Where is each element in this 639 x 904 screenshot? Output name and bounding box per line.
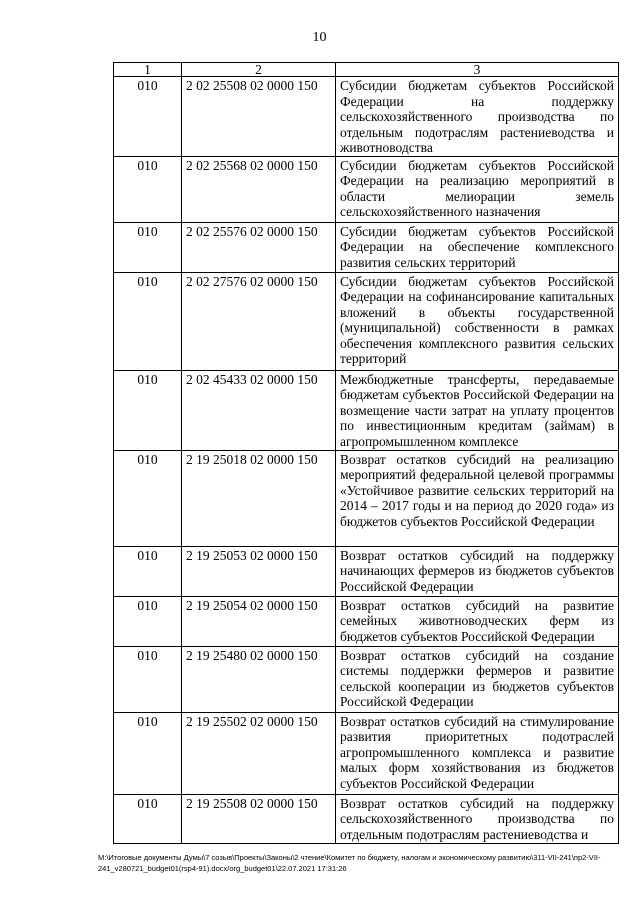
admin-code-cell: 010 <box>114 794 182 843</box>
table-row <box>114 646 619 712</box>
description-cell: Возврат остатков субсидий на развитие семейных животноводческих ферм из бюджетов субъектов Российской Федерации <box>336 596 619 646</box>
table-row <box>114 156 619 222</box>
admin-code-cell: 010 <box>114 222 182 272</box>
table-row <box>114 77 619 157</box>
column-header: 3 <box>336 63 619 77</box>
description-cell: Возврат остатков субсидий на создание системы поддержки фермеров и развитие сельской кооперации из бюджетов субъектов Российской Федерации <box>336 646 619 712</box>
description-cell: Возврат остатков субсидий на поддержку начинающих фермеров из бюджетов субъектов Российской Федерации <box>336 546 619 596</box>
table-row <box>114 222 619 272</box>
table-header-row <box>114 63 619 77</box>
table-row <box>114 794 619 843</box>
description-cell: Субсидии бюджетам субъектов Российской Федерации на поддержку сельскохозяйственного производства по отдельным подотраслям растениеводства и животноводства <box>336 77 619 157</box>
description-cell: Субсидии бюджетам субъектов Российской Федерации на реализацию мероприятий в области мелиорации земель сельскохозяйственного назначения <box>336 156 619 222</box>
budget-code-cell: 2 02 25576 02 0000 150 <box>182 222 336 272</box>
description-cell: Возврат остатков субсидий на стимулирование развития приоритетных подотраслей агропромышленного комплекса и развитие малых форм хозяйствования из бюджетов субъектов Российской Федерации <box>336 712 619 794</box>
description-cell: Возврат остатков субсидий на реализацию мероприятий федеральной целевой программы «Устойчивое развитие сельских территорий на 2014 – 2017 годы и на период до 2020 года» из бюджетов субъектов Российской Федерации <box>336 450 619 546</box>
footer-line: 241_v280721_budget01(rsp4-91).docx/org_budget01\22.07.2021 17:31:26 <box>98 864 347 873</box>
budget-code-cell: 2 19 25018 02 0000 150 <box>182 450 336 546</box>
description-cell: Возврат остатков субсидий на поддержку сельскохозяйственного производства по отдельным подотраслям растениеводства и <box>336 794 619 843</box>
page-number: 10 <box>312 30 327 45</box>
admin-code-cell: 010 <box>114 646 182 712</box>
budget-code-cell: 2 19 25053 02 0000 150 <box>182 546 336 596</box>
budget-code-cell: 2 19 25054 02 0000 150 <box>182 596 336 646</box>
table-row <box>114 546 619 596</box>
budget-code-cell: 2 02 45433 02 0000 150 <box>182 370 336 450</box>
admin-code-cell: 010 <box>114 450 182 546</box>
admin-code-cell: 010 <box>114 546 182 596</box>
admin-code-cell: 010 <box>114 370 182 450</box>
admin-code-cell: 010 <box>114 77 182 157</box>
table-row <box>114 712 619 794</box>
admin-code-cell: 010 <box>114 272 182 370</box>
budget-code-cell: 2 19 25508 02 0000 150 <box>182 794 336 843</box>
budget-code-cell: 2 02 25508 02 0000 150 <box>182 77 336 157</box>
description-cell: Субсидии бюджетам субъектов Российской Федерации на обеспечение комплексного развития сельских территорий <box>336 222 619 272</box>
table-row <box>114 596 619 646</box>
budget-classification-table <box>113 62 619 844</box>
budget-code-cell: 2 02 25568 02 0000 150 <box>182 156 336 222</box>
table-row <box>114 272 619 370</box>
column-header: 2 <box>182 63 336 77</box>
table-row <box>114 370 619 450</box>
budget-code-cell: 2 19 25480 02 0000 150 <box>182 646 336 712</box>
admin-code-cell: 010 <box>114 156 182 222</box>
admin-code-cell: 010 <box>114 596 182 646</box>
column-header: 1 <box>114 63 182 77</box>
table-row <box>114 450 619 546</box>
admin-code-cell: 010 <box>114 712 182 794</box>
budget-code-cell: 2 19 25502 02 0000 150 <box>182 712 336 794</box>
footer-line: М:\Итоговые документы Думы\7 созыв\Проекты\Законы\2 чтение\Комитет по бюджету, налогам и экономическому развитию\311-VII-241\пр2-VII- <box>98 853 601 862</box>
description-cell: Субсидии бюджетам субъектов Российской Федерации на софинансирование капитальных вложений в объекты государственной (муниципальной) собственности в рамках обеспечения комплексного развития сельских территорий <box>336 272 619 370</box>
description-cell: Межбюджетные трансферты, передаваемые бюджетам субъектов Российской Федерации на возмещение части затрат на уплату процентов по инвестиционным кредитам (займам) в агропромышленном комплексе <box>336 370 619 450</box>
document-path-footer <box>98 852 618 874</box>
budget-code-cell: 2 02 27576 02 0000 150 <box>182 272 336 370</box>
